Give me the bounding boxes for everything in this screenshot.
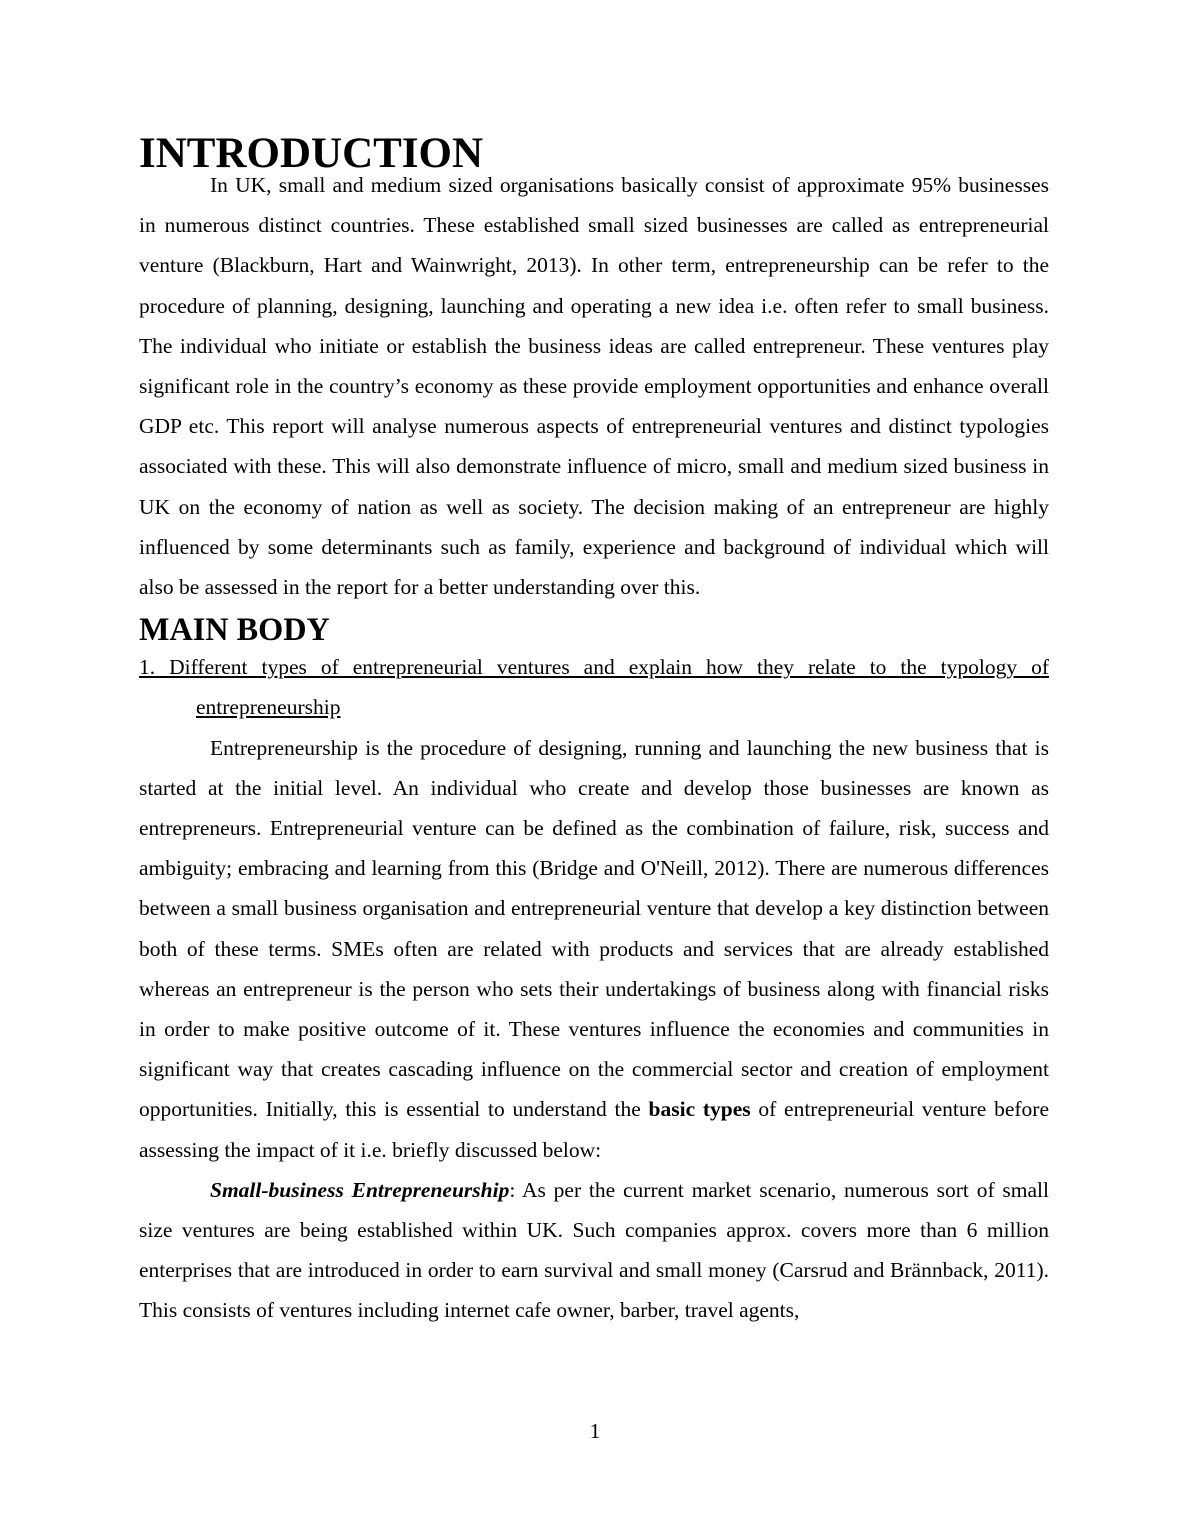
small-business-term: Small-business Entrepreneurship <box>210 1177 510 1202</box>
basic-types-phrase: basic types <box>648 1097 751 1122</box>
section-1-paragraph-text-b: of entrepreneurial venture before assessing the impact of it i.e. briefly discussed below: <box>139 1097 1049 1162</box>
small-business-paragraph <box>139 1170 1049 1331</box>
introduction-paragraph: In UK, small and medium sized organisations basically consist of approximate 95% businesses in numerous distinct countries. These established small sized businesses are called as entrepreneurial venture (Blackburn, Hart and Wainwright, 2013). In other term, entrepreneurship can be refer to the procedure of planning, designing, launching and operating a new idea i.e. often refer to small business. The individual who initiate or establish the business ideas are called entrepreneur. These ventures play significant role in the country’s economy as these provide employment opportunities and enhance overall GDP etc. This report will analyse numerous aspects of entrepreneurial ventures and distinct typologies associated with these. This will also demonstrate influence of micro, small and medium sized business in UK on the economy of nation as well as society. The decision making of an entrepreneur are highly influenced by some determinants such as family, experience and background of individual which will also be assessed in the report for a better understanding over this. <box>139 173 1049 600</box>
section-1-paragraph-text-a: Entrepreneurship is the procedure of designing, running and launching the new business that is started at the initial level. An individual who create and develop those businesses are known as entrepreneurs. Entrepreneurial venture can be defined as the combination of failure, risk, success and ambiguity; embracing and learning from this (Bridge and O'Neill, 2012). There are numerous differences between a small business organisation and entrepreneurial venture that develop a key distinction between both of these terms. SMEs often are related with products and services that are already established whereas an entrepreneur is the person who sets their undertakings of business along with financial risks in order to make positive outcome of it. These ventures influence the economies and communities in significant way that creates cascading influence on the commercial sector and creation of employment opportunities. Initially, this is essential to understand the <box>139 735 1049 1122</box>
small-business-text: : As per the current market scenario, numerous sort of small size ventures are being established within UK. Such companies approx. covers more than 6 million enterprises that are introduced in order to earn survival and small money (Carsrud and Brännback, 2011). This consists of ventures including internet cafe owner, barber, travel agents, <box>139 1177 1050 1323</box>
introduction-heading: INTRODUCTION <box>139 130 484 177</box>
document-page <box>139 130 1050 1331</box>
section-1-title: 1. Different types of entrepreneurial ventures and explain how they relate to the typology of entrepreneurship <box>139 655 1049 720</box>
section-1-paragraph <box>139 728 1049 1170</box>
page-number: 1 <box>589 1419 601 1443</box>
main-body-heading: MAIN BODY <box>139 611 330 648</box>
